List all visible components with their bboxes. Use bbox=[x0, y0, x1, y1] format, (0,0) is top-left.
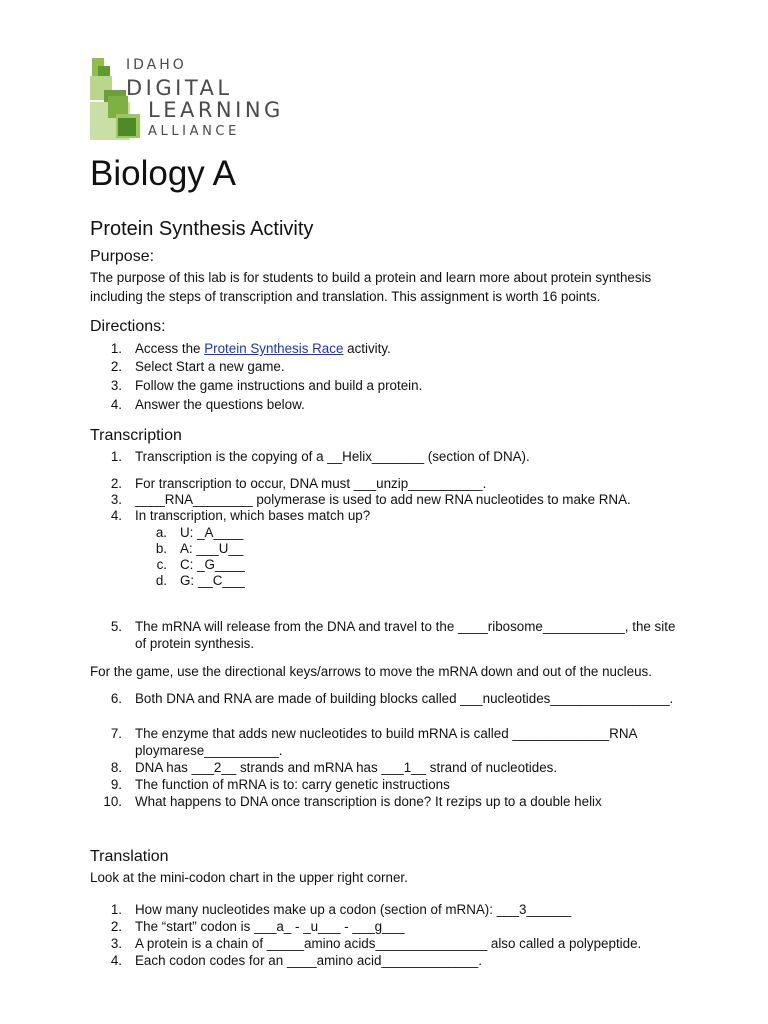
protein-synthesis-race-link[interactable]: Protein Synthesis Race bbox=[204, 341, 344, 356]
directions-heading: Directions: bbox=[90, 318, 166, 335]
translation-heading: Translation bbox=[90, 848, 169, 865]
logo-text-alliance: ALLIANCE bbox=[148, 124, 240, 139]
logo-text-learning: LEARNING bbox=[148, 98, 284, 122]
logo-text-digital: DIGITAL bbox=[126, 76, 233, 100]
purpose-text: The purpose of this lab is for students to build a protein and learn more about protein synthesis including the steps of transcription and translation. This assignment is worth 16 points. bbox=[90, 270, 652, 304]
transcription-heading: Transcription bbox=[90, 427, 182, 444]
page-title: Biology A bbox=[90, 154, 236, 193]
game-note: For the game, use the directional keys/arrows to move the mRNA down and out of the nucleus. bbox=[90, 664, 652, 679]
logo-text-idaho: IDAHO bbox=[126, 57, 187, 73]
page-subtitle: Protein Synthesis Activity bbox=[90, 218, 314, 240]
translation-intro: Look at the mini-codon chart in the upper right corner. bbox=[90, 870, 408, 885]
purpose-heading: Purpose: bbox=[90, 248, 155, 265]
document-page: IDAHO DIGITAL LEARNING ALLIANCE Biology A Protein Synthesis Activity Purpose: The purpose of this lab is for students to build a protein and learn more about protein synthesis including the steps of transcription and translation. This assignment is worth 16 points. Directions: 1. Access the Protein Synthesis Race activity. 2. Select Start a new game. 3. Follow the game instructions and build a protein. 4. Answer the questions below. Transcription 1. Transcription is the copying of a __Helix_______ (section of DNA). 2. For transcription to occur, DNA must ___unzip__________. 3. ____RNA________ polymerase is used to add new RNA nucleotides to make RNA. 4. In transcription, which bases match up? a. U: _A____ b. A: ___U__ c. C: _G____ d. G: __C___ 5. The mRNA will release from the DNA and travel to the ____ribosome___________, the site of protein synthesis. For the game, use the directional keys/arrows to move the mRNA down and out of the nucleus. 6. Both DNA and RNA are made of building blocks called ___nucleotides________________. 7. The enzyme that adds new nucleotides to build mRNA is called _____________RNA ploymarese__________. 8. DNA has ___2__ strands and mRNA has ___1__ strand of nucleotides. 9. The function of mRNA is to: carry genetic instructions 10. What happens to DNA once transcription is done? It rezips up to a double helix Translation Look at the mini-codon chart in the upper right corner. 1. How many nucleotides make up a codon (section of mRNA): ___3______ 2. The “start” codon is ___a_ - _u___ - ___g___ 3. A protein is a chain of _____amino acids_______________ also called a polypeptide. 4. Each codon codes for an ____amino acid_____________. bbox=[0, 0, 768, 1024]
